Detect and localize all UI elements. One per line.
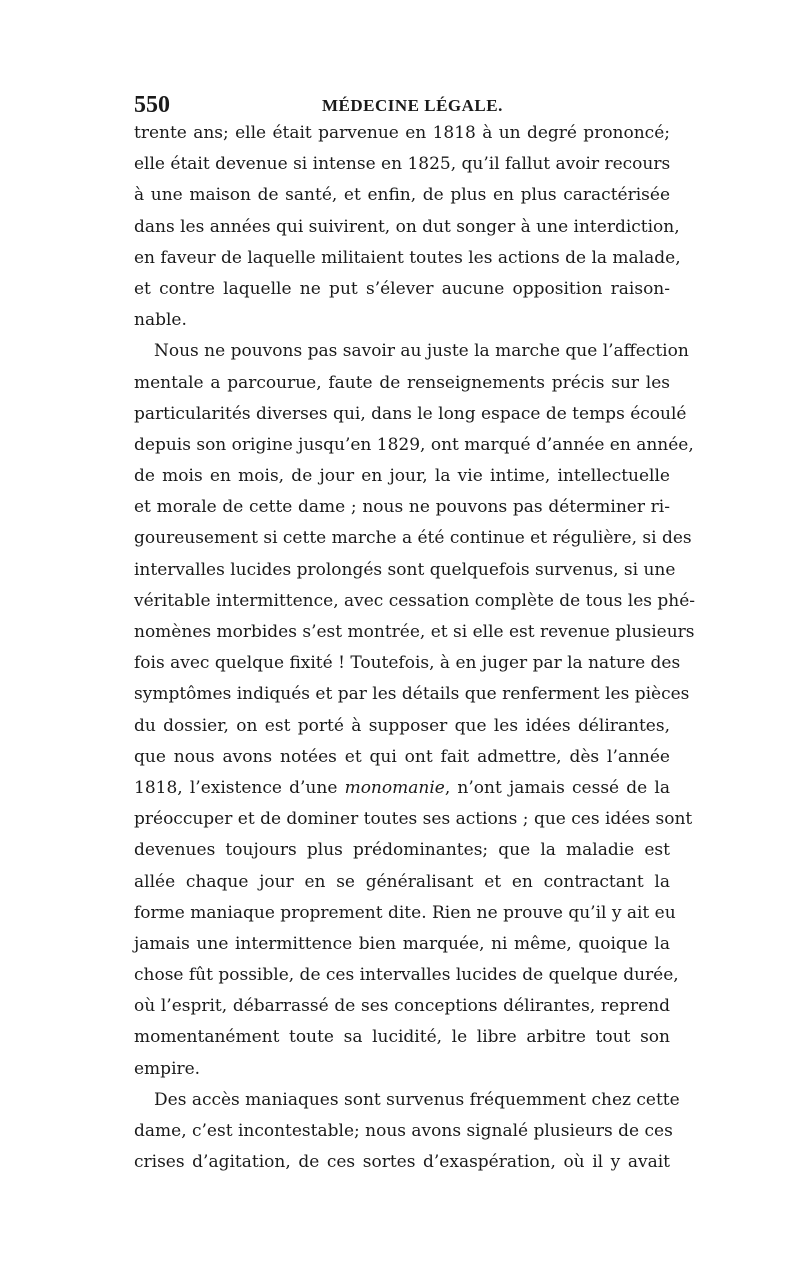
text-line-with-italic: [134, 773, 670, 804]
running-title: MÉDECINE LÉGALE.: [322, 96, 503, 115]
text-line: de mois en mois, de jour en jour, la vie intime, intellectuelle: [134, 466, 670, 487]
text-line: elle était devenue si intense en 1825, qu’il fallut avoir recours: [134, 154, 671, 175]
text-line: momentanément toute sa lucidité, le libre arbitre tout son: [134, 1027, 670, 1048]
text-line: Des accès maniaques sont survenus fréquemment chez cette: [154, 1089, 680, 1110]
text-line: particularités diverses qui, dans le long espace de temps écoulé: [134, 403, 687, 424]
text-line: fois avec quelque fixité ! Toutefois, à en juger par la nature des: [134, 653, 681, 674]
text-line: dans les années qui suivirent, on dut songer à une interdiction,: [134, 216, 680, 237]
text-line: nable.: [134, 310, 187, 331]
text-line: préoccuper et de dominer toutes ses actions ; que ces idées sont: [134, 809, 693, 830]
text-line: depuis son origine jusqu’en 1829, ont marqué d’année en année,: [134, 434, 694, 455]
text-line: symptômes indiqués et par les détails que renferment les pièces: [134, 684, 690, 705]
text-line: trente ans; elle était parvenue en 1818 à un degré prononcé;: [134, 123, 670, 143]
text-line: chose fût possible, de ces intervalles lucides de quelque durée,: [134, 965, 679, 986]
text-line: en faveur de laquelle militaient toutes les actions de la malade,: [134, 247, 681, 268]
italic-term: monomanie: [344, 777, 445, 798]
text-line: devenues toujours plus prédominantes; que la maladie est: [134, 840, 670, 861]
text-line: et morale de cette dame ; nous ne pouvons pas déterminer ri-: [134, 497, 670, 518]
text-line: crises d’agitation, de ces sortes d’exaspération, où il y avait: [134, 1152, 670, 1173]
page-body: [134, 118, 696, 1178]
text-line: nomènes morbides s’est montrée, et si elle est revenue plusieurs: [134, 622, 695, 642]
text-line: Nous ne pouvons pas savoir au juste la marche que l’affection: [154, 341, 689, 362]
text-line: que nous avons notées et qui ont fait admettre, dès l’année: [134, 746, 670, 767]
page-number: 550: [134, 92, 170, 118]
text-line: à une maison de santé, et enfin, de plus en plus caractérisée: [134, 185, 670, 206]
text-line: dame, c’est incontestable; nous avons signalé plusieurs de ces: [134, 1121, 673, 1141]
text-line: empire.: [134, 1058, 201, 1079]
text-line: forme maniaque proprement dite. Rien ne prouve qu’il y ait eu: [134, 902, 676, 923]
text-line: véritable intermittence, avec cessation complète de tous les phé-: [134, 590, 696, 611]
text-line: allée chaque jour en se généralisant et en contractant la: [134, 871, 670, 892]
text-line: jamais une intermittence bien marquée, ni même, quoique la: [134, 933, 670, 954]
text-segment: , n’ont jamais cessé de la: [444, 777, 671, 798]
text-line: intervalles lucides prolongés sont quelquefois survenus, si une: [134, 559, 676, 580]
text-line: et contre laquelle ne put s’élever aucune opposition raison-: [134, 278, 670, 299]
text-line: mentale a parcourue, faute de renseignements précis sur les: [134, 372, 670, 393]
text-segment: 1818, l’existence d’une: [134, 777, 338, 798]
text-line: du dossier, on est porté à supposer que les idées délirantes,: [134, 715, 670, 736]
text-line: où l’esprit, débarrassé de ses conceptions délirantes, reprend: [134, 996, 670, 1017]
text-line: goureusement si cette marche a été continue et régulière, si des: [134, 528, 692, 549]
